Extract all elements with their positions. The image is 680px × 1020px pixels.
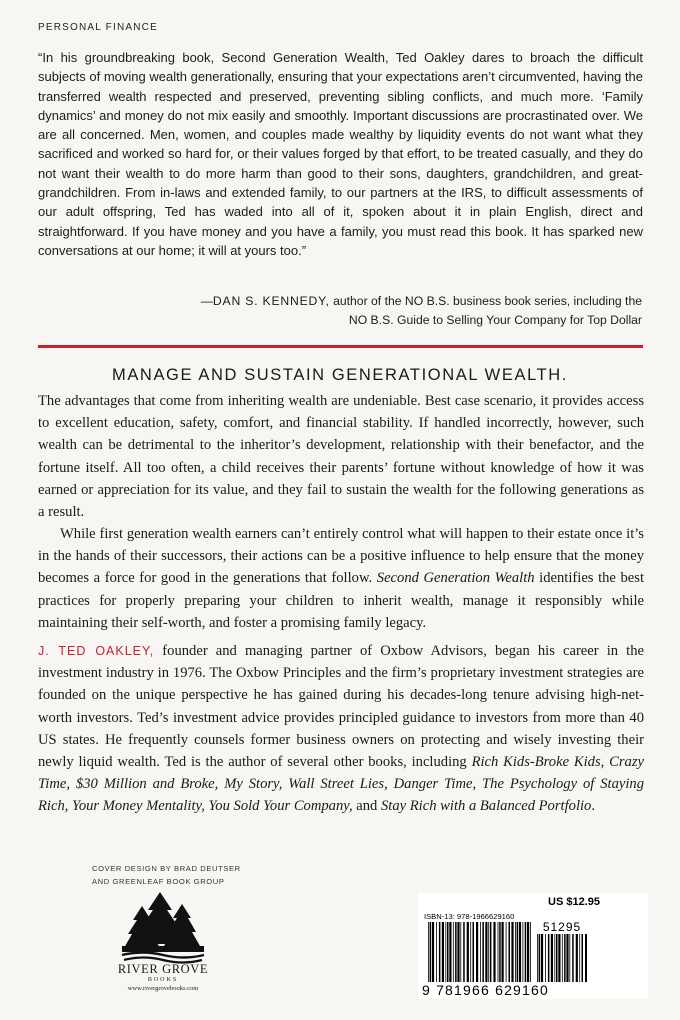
addon-number: 51295 bbox=[542, 920, 582, 934]
barcode-bar bbox=[517, 922, 519, 982]
last-book: Stay Rich with a Balanced Portfolio bbox=[380, 798, 592, 815]
barcode-bar bbox=[523, 922, 524, 982]
other-books: Rich Kids-Broke Kids, Crazy Time, $30 Million and Broke, My Story, Wall Street Lies, Danger Time, The Psychology of Staying Rich, Your Money Mentality, You Sold Your Company, bbox=[38, 754, 644, 815]
barcode-bar bbox=[576, 934, 578, 982]
publisher-sub: BOOKS bbox=[147, 977, 179, 983]
author-bio bbox=[38, 640, 644, 818]
divider-rule bbox=[38, 345, 643, 348]
barcode-bar bbox=[470, 922, 471, 982]
barcode-bar bbox=[585, 934, 587, 982]
barcode-bar bbox=[558, 934, 560, 982]
barcode-bar bbox=[515, 922, 516, 982]
barcode-bar bbox=[545, 934, 546, 982]
price-label: US $12.95 bbox=[548, 896, 600, 908]
barcode-bar bbox=[439, 922, 441, 982]
barcode-bar bbox=[490, 922, 492, 982]
barcode-bar bbox=[455, 922, 457, 982]
isbn-label: ISBN-13: 978-1966629160 bbox=[424, 912, 515, 921]
credit-line-1: COVER DESIGN BY BRAD DEUTSER bbox=[92, 864, 241, 873]
barcode-bar bbox=[457, 922, 459, 982]
ean-barcode-icon bbox=[428, 922, 532, 982]
addon-barcode-icon bbox=[537, 934, 587, 982]
endorsement-quote: “In his groundbreaking book, Second Generation Wealth, Ted Oakley dares to broach the difficult subjects of moving wealth generationally, ensuring that your expectations aren’t circumvented, having the transferred wealth respected and preserved, preventing sibling conflicts, and much more. ‘Family dynamics’ and money do not mix easily and smoothly. Important discussions are procrastinated over. We are all concerned. Men, women, and couples made wealthy by liquidity events do not want what they sacrificed and worked so hard for, or their values forged by that effort, to be treated casually, and they do not want their wealth to do more harm than good to their sons, daughters, grandchildren, and great-grandchildren. From in-laws and extended family, to our partners at the IRS, to difficult assessments of our adult offspring, Ted has waded into all of it, spoken about it in plain English, direct and straightforward. If you have money and you have a family, you must read this book. It has sparked new conversations at our home; it will at yours too.” bbox=[38, 50, 643, 258]
author-name: J. TED OAKLEY, bbox=[38, 644, 155, 658]
barcode-bar bbox=[511, 922, 513, 982]
barcode-bar bbox=[447, 922, 449, 982]
barcode-bar bbox=[548, 934, 550, 982]
section-heading: MANAGE AND SUSTAIN GENERATIONAL WEALTH. bbox=[111, 366, 568, 384]
barcode-bar bbox=[579, 934, 580, 982]
attribution-desc-2: NO B.S. Guide to Selling Your Company for Top Dollar bbox=[348, 313, 642, 327]
paragraph-intro: The advantages that come from inheriting wealth are undeniable. Best case scenario, it provides access to excellent education, safety, comfort, and financial stability. If handled incorrectly, however, such wealth can be detrimental to the inheritor’s development, relationship with their benefactor, and the fortune itself. All too often, a child receives their parents’ fortune without knowledge of how it was earned or appreciation for its value, and they fail to sustain the wealth for the following generations as a result. bbox=[38, 393, 644, 521]
barcode-bar bbox=[554, 934, 555, 982]
category-label: PERSONAL FINANCE bbox=[38, 22, 158, 33]
barcode-bar bbox=[480, 922, 481, 982]
barcode-bar bbox=[582, 934, 584, 982]
barcode-bar bbox=[551, 934, 553, 982]
barcode-bar bbox=[442, 922, 444, 982]
barcode-bar bbox=[566, 934, 568, 982]
barcode-bar bbox=[453, 922, 454, 982]
barcode-bar bbox=[493, 922, 495, 982]
barcode-bar bbox=[463, 922, 465, 982]
barcode-bar bbox=[564, 934, 566, 982]
barcode-bar bbox=[499, 922, 501, 982]
barcode-bar bbox=[428, 922, 429, 982]
para2-after: identifies the best practices for properly preparing your children to inherit wealth, manage it responsibly while maintaining their self-worth, and foster a promising family legacy. bbox=[38, 570, 645, 631]
barcode-bar bbox=[527, 922, 529, 982]
barcode-bar bbox=[525, 922, 527, 982]
cover-credit bbox=[92, 862, 241, 888]
barcode-bar bbox=[445, 922, 446, 982]
barcode-bar bbox=[476, 922, 478, 982]
bio-and: and bbox=[352, 798, 381, 815]
barcode-bar bbox=[430, 922, 432, 982]
barcode-bar bbox=[460, 922, 461, 982]
barcode-bar bbox=[509, 922, 511, 982]
publisher-name: RIVER GROVE bbox=[117, 962, 209, 976]
bio-end: . bbox=[591, 798, 596, 815]
barcode-bar bbox=[556, 934, 558, 982]
attribution-author: DAN S. KENNEDY, bbox=[212, 294, 330, 308]
attribution-dash: — bbox=[200, 294, 213, 308]
barcode-bar bbox=[498, 922, 499, 982]
barcode-bar bbox=[569, 934, 570, 982]
barcode-bar bbox=[502, 922, 504, 982]
barcode-bar bbox=[482, 922, 484, 982]
publisher-url: www.rivergrovebooks.com bbox=[127, 985, 199, 992]
credit-line-2: AND GREENLEAF BOOK GROUP bbox=[92, 877, 225, 886]
barcode-bar bbox=[530, 922, 531, 982]
barcode-bar bbox=[473, 922, 475, 982]
book-title: Second Generation Wealth bbox=[376, 570, 535, 587]
barcode-bar bbox=[572, 934, 574, 982]
barcode-bar bbox=[539, 934, 541, 982]
barcode-bar bbox=[449, 922, 451, 982]
attribution-desc-1: author of the NO B.S. business book series, including the bbox=[329, 294, 642, 308]
barcode-bar bbox=[506, 922, 507, 982]
barcode-bar bbox=[541, 934, 543, 982]
barcode-bar bbox=[436, 922, 437, 982]
barcode-bar bbox=[485, 922, 487, 982]
endorsement-attribution bbox=[122, 292, 642, 330]
ean-number: 9 781966 629160 bbox=[422, 982, 549, 998]
barcode-bar bbox=[488, 922, 489, 982]
barcode-bar bbox=[432, 922, 434, 982]
barcode-bar bbox=[537, 934, 538, 982]
para2-before: While first generation wealth earners can’t entirely control what will happen to their estate once it’s in the hands of their successors, their actions can be a positive influence to help ensure that the money becomes a force for good in the generations that follow. bbox=[38, 526, 644, 587]
barcode-bar bbox=[467, 922, 469, 982]
bio-text: founder and managing partner of Oxbow Advisors, began his career in the investment industry in 1976. The Oxbow Principles and the firm’s proprietary investment strategies are founded on the unique perspective he has gained during his decades-long tenure advising high-net-worth investors. Ted’s investment advice provides principled guidance to investors from more than 40 US states. He frequently counsels former business owners on protecting and wisely investing their newly liquid wealth. Ted is the author of several other books, including bbox=[38, 643, 644, 771]
paragraph-second bbox=[38, 523, 644, 634]
barcode-bar bbox=[562, 934, 563, 982]
barcode-bar bbox=[519, 922, 521, 982]
